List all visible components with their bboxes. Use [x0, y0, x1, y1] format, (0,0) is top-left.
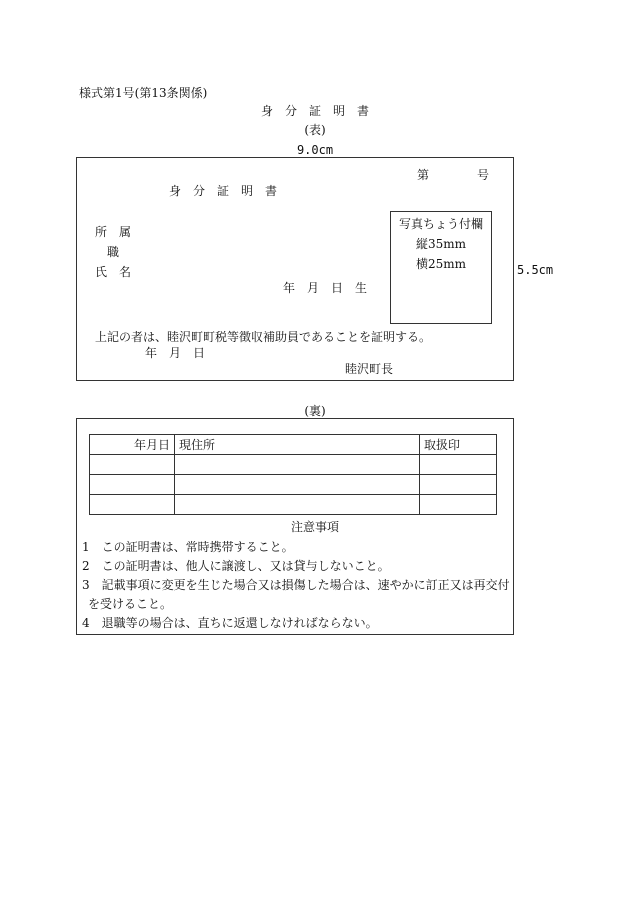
table-cell — [420, 495, 497, 515]
note-item: 3 記載事項に変更を生じた場合又は損傷した場合は、速やかに訂正又は再交付 — [82, 578, 510, 592]
affiliation-label: 所 属 — [95, 225, 132, 239]
front-card — [76, 157, 514, 381]
issuer: 睦沢町長 — [345, 362, 394, 376]
note-item: 2 この証明書は、他人に譲渡し、又は貸与しないこと。 — [82, 559, 390, 573]
table-cell — [90, 475, 175, 495]
table-row — [90, 475, 497, 495]
table-cell — [175, 495, 420, 515]
table-row — [90, 495, 497, 515]
table-header-row — [90, 435, 497, 455]
table-cell — [420, 455, 497, 475]
photo-title: 写真ちょう付欄 — [398, 217, 483, 231]
records-table — [89, 434, 497, 515]
height-label: 5.5cm — [517, 263, 554, 277]
form-number: 様式第1号(第13条関係) — [79, 86, 208, 100]
table-cell — [175, 475, 420, 495]
card-title: 身 分 証 明 書 — [169, 184, 278, 198]
width-label: 9.0cm — [296, 143, 334, 157]
table-cell — [420, 475, 497, 495]
column-header-date: 年月日 — [90, 435, 175, 455]
column-header-seal: 取扱印 — [420, 435, 497, 455]
note-item: 4 退職等の場合は、直ちに返還しなければならない。 — [82, 616, 378, 630]
photo-height: 縦35mm — [415, 237, 467, 251]
page-title: 身 分 証 明 書 — [260, 104, 369, 118]
table-cell — [90, 495, 175, 515]
back-label: (裏) — [304, 404, 326, 418]
table-cell — [90, 455, 175, 475]
photo-width: 横25mm — [415, 257, 467, 271]
number-label: 第 号 — [417, 168, 490, 182]
front-label: (表) — [304, 123, 326, 137]
note-item: 1 この証明書は、常時携帯すること。 — [82, 540, 294, 554]
note-item-continuation: を受けること。 — [88, 597, 173, 611]
column-header-address: 現住所 — [175, 435, 420, 455]
certification-text: 上記の者は、睦沢町町税等徴収補助員であることを証明する。 — [95, 330, 432, 344]
photo-box — [390, 211, 492, 324]
issue-date: 年 月 日 — [145, 346, 206, 360]
table-cell — [175, 455, 420, 475]
birthdate-label: 年 月 日 生 — [283, 281, 368, 295]
name-label: 氏 名 — [95, 265, 132, 279]
table-row — [90, 455, 497, 475]
position-label: 職 — [107, 245, 120, 259]
notes-title: 注意事項 — [290, 520, 339, 534]
